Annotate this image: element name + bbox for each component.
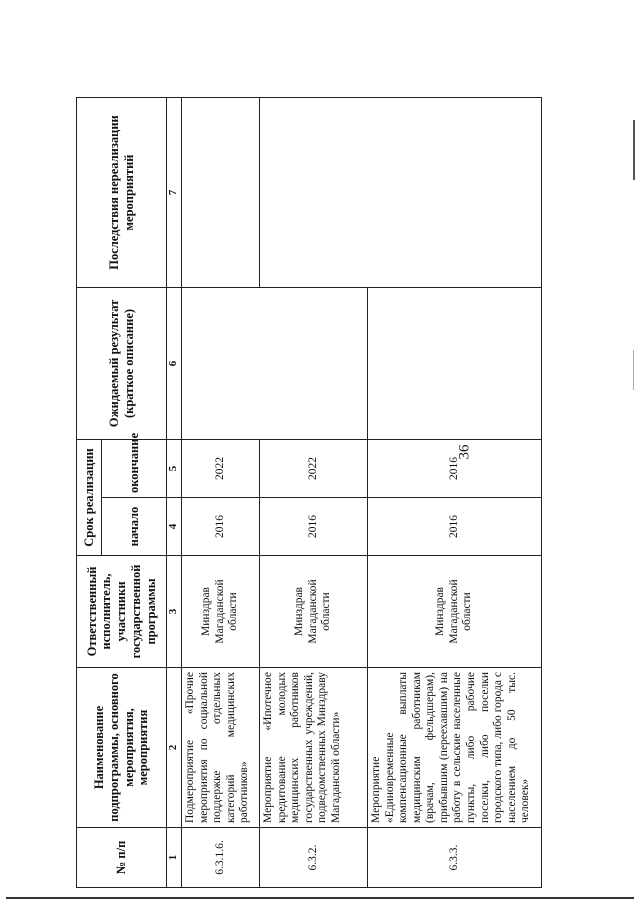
- row-num: 6.3.3.: [368, 828, 542, 888]
- header-consequences: Последствия нереализации мероприятий: [77, 97, 167, 287]
- row-executor: Минздрав Магаданской области: [182, 556, 260, 668]
- table-row: [182, 97, 260, 887]
- row-start: 2016: [182, 498, 260, 556]
- row-executor: Минздрав Магаданской области: [368, 556, 542, 668]
- header-term: Срок реализации: [77, 439, 102, 555]
- row-executor: Минздрав Магаданской области: [260, 556, 368, 668]
- page-number: 36: [456, 444, 473, 460]
- scan-edge-mark: [633, 350, 634, 390]
- column-number: 2: [167, 668, 182, 828]
- scan-bottom-line: [6, 897, 634, 899]
- header-start: начало: [102, 498, 167, 556]
- row-num: 6.3.1.6.: [182, 828, 260, 888]
- row-end: 2016: [368, 439, 542, 497]
- header-name: Наименование подпрограммы, основного мероприятия, мероприятия: [77, 668, 167, 828]
- header-result: Ожидаемый результат (краткое описание): [77, 287, 167, 439]
- column-number: 6: [167, 287, 182, 439]
- row-result: [182, 287, 368, 439]
- row-result: [368, 287, 542, 439]
- header-end: окончание: [102, 439, 167, 497]
- rotated-table-container: [76, 98, 616, 888]
- row-end: 2022: [182, 439, 260, 497]
- column-number: 4: [167, 498, 182, 556]
- table-row: [260, 97, 368, 887]
- row-start: 2016: [368, 498, 542, 556]
- column-number: 3: [167, 556, 182, 668]
- header-row: [77, 97, 102, 887]
- row-end: 2022: [260, 439, 368, 497]
- row-name: Подмероприятие «Прочие мероприятия по социальной поддержке отдельных категорий медицинских работников»: [182, 668, 260, 828]
- measures-table: [76, 97, 542, 888]
- row-num: 6.3.2.: [260, 828, 368, 888]
- header-executor: Ответственный исполнитель, участники государственной программы: [77, 556, 167, 668]
- column-number-row: [167, 97, 182, 887]
- row-start: 2016: [260, 498, 368, 556]
- column-number: 1: [167, 828, 182, 888]
- row-consequences: [260, 97, 542, 287]
- column-number: 5: [167, 439, 182, 497]
- column-number: 7: [167, 97, 182, 287]
- row-consequences: [182, 97, 260, 287]
- row-name: Мероприятие «Ипотечное кредитование молодых медицинских работников государственных учреждений, подведомственных Минздраву Магаданской области»: [260, 668, 368, 828]
- scan-edge-mark: [633, 120, 635, 180]
- row-name: Мероприятие «Единовременные компенсационные выплаты медицинским работникам (врачам, фельдшерам), прибывшим (переехавшим) на работу в сельские населенные пункты, либо рабочие поселки, либо поселки городского типа, либо города с населением до 50 тыс. человек»: [368, 668, 542, 828]
- header-num: № п/п: [77, 828, 167, 888]
